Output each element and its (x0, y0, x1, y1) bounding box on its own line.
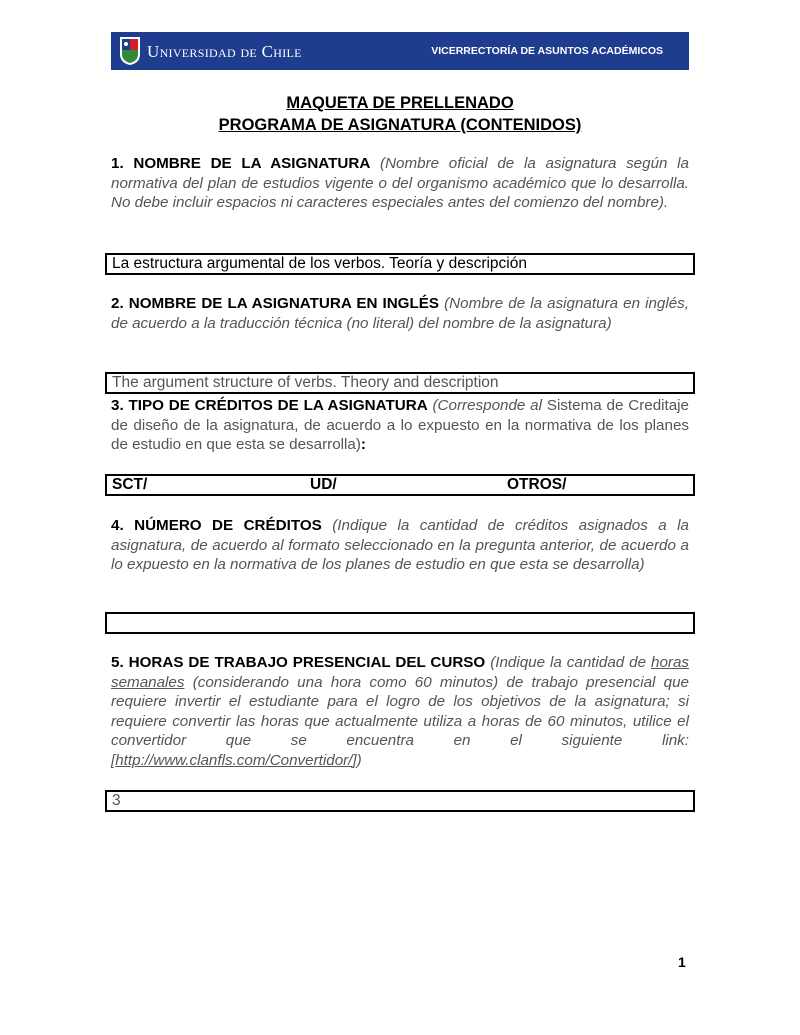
section-2-text (111, 294, 689, 333)
page-number: 1 (678, 954, 686, 970)
section-2-field[interactable]: The argument structure of verbs. Theory and description (105, 372, 695, 394)
vice-rectorate-label: VICERRECTORÍA DE ASUNTOS ACADÉMICOS (431, 45, 663, 57)
ud-option[interactable]: UD/ (310, 476, 337, 493)
university-name: Universidad de Chile (147, 42, 302, 61)
converter-link[interactable]: http://www.clanfls.com/Convertidor/ (115, 751, 353, 769)
sct-option[interactable]: SCT/ (112, 476, 148, 493)
section-4-text (111, 516, 689, 575)
section-1-description: (Nombre oficial de la asignatura según la normativa del plan de estudios vigente o del organismo académico que lo desarrolla. No debe incluir espacios ni caracteres especiales antes del comienzo del nombre). (111, 155, 689, 212)
section-4-description: (Indique la cantidad de créditos asignados a la asignatura, de acuerdo al formato seleccionado en la pregunta anterior, de acuerdo a lo expuesto en la normativa de los planes de estudio en que esta se desarrolla) (111, 517, 689, 574)
section-1-text (111, 154, 689, 213)
section-4-field[interactable] (105, 612, 695, 634)
page-subtitle: PROGRAMA DE ASIGNATURA (CONTENIDOS) (218, 116, 582, 134)
section-3-credit-type-field[interactable] (105, 474, 695, 496)
section-5-description-b: (considerando una hora como 60 minutos) de trabajo presencial que requiere invertir el estudiante para el logro de los objetivos de la asignatura; si requiere convertir las horas que actualmente utiliza a horas de 60 minutos, utilice el convertidor que se encuentra en el siguiente link: [ (111, 673, 689, 769)
section-3-heading: 3. TIPO DE CRÉDITOS DE LA ASIGNATURA (111, 397, 428, 414)
section-5-text (111, 653, 689, 771)
section-3-text (111, 396, 689, 455)
header-banner (111, 32, 689, 70)
section-3-colon: : (360, 436, 366, 454)
section-2-description: (Nombre de la asignatura en inglés, de acuerdo a la traducción técnica (no literal) del nombre de la asignatura) (111, 295, 689, 332)
section-1-heading: 1. NOMBRE DE LA ASIGNATURA (111, 155, 371, 172)
section-1-field[interactable]: La estructura argumental de los verbos. Teoría y descripción (105, 253, 695, 275)
section-5-heading: 5. HORAS DE TRABAJO PRESENCIAL DEL CURSO (111, 654, 486, 671)
section-5-field[interactable]: 3 (105, 790, 695, 812)
section-2-heading: 2. NOMBRE DE LA ASIGNATURA EN INGLÉS (111, 295, 440, 312)
university-crest-icon (119, 36, 141, 66)
section-5-description-a: (Indique la cantidad de (485, 654, 651, 671)
section-5-weekly-hours: horas semanales (111, 654, 689, 691)
section-3-description-a: (Corresponde al (427, 397, 547, 414)
otros-option[interactable]: OTROS/ (507, 476, 567, 493)
section-3-description-b: Sistema de Creditaje de diseño de la asignatura, de acuerdo a lo expuesto en la normativa de los planes de estudio en que esta se desarrolla) (111, 397, 690, 454)
section-4-heading: 4. NÚMERO DE CRÉDITOS (111, 517, 322, 534)
page-title: MAQUETA DE PRELLENADO (286, 94, 514, 112)
section-5-description-c: ]) (352, 751, 362, 769)
